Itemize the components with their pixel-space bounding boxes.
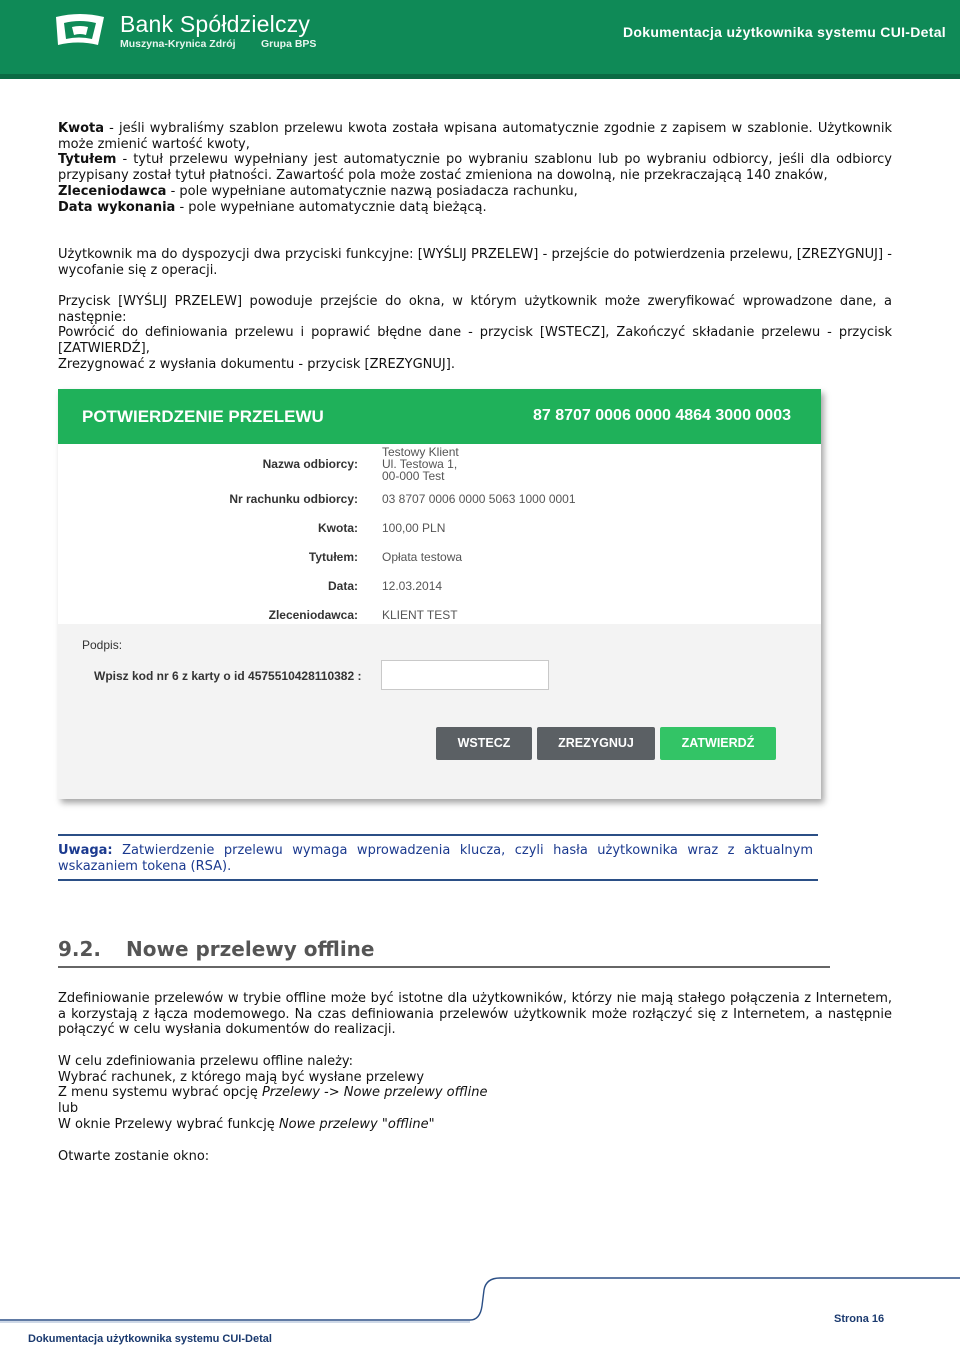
confirmation-header (58, 389, 821, 444)
send-description (58, 294, 892, 373)
kwota-text: - jeśli wybraliśmy szablon przelewu kwota została wpisana automatycznie zgodnie z zapisem w szablonie. Użytkownik może zmienić wartość kwoty, (58, 121, 892, 152)
amount-label: Kwota: (318, 521, 358, 535)
step-window-function-name: Nowe przelewy "offline" (278, 1116, 435, 1132)
recipient-line: Testowy Klient (382, 445, 459, 459)
recipient-account-value: 03 8707 0006 0000 5063 1000 0001 (382, 492, 576, 506)
step-menu-path: Przelewy -> Nowe przelewy offline (261, 1085, 488, 1101)
bank-name: Bank Spółdzielczy (120, 11, 311, 37)
recipient-line: 00-000 Test (382, 469, 445, 483)
buttons-intro (58, 247, 892, 278)
signature-label: Podpis: (82, 638, 123, 652)
footer-document-title: Dokumentacja użytkownika systemu CUI-Detal (28, 1333, 272, 1345)
kwota-description (58, 121, 892, 152)
section-outro-text: Otwarte zostanie okno: (58, 1149, 210, 1164)
note-top-rule (58, 834, 818, 836)
bank-logo-icon (52, 13, 108, 49)
document-title: Dokumentacja użytkownika systemu CUI-Detal (622, 24, 946, 40)
tytul-term: Tytułem (58, 152, 117, 168)
tytul-text: - tytuł przelewu wypełniany jest automatycznie po wybraniu szablonu lub po wybraniu odbiorcy, jeśli dla odbiorcy przypisany został tytuł płatności. Zawartość pola może zostać zmieniona na dowolną, nie przekraczającą 140 znaków, (58, 152, 892, 184)
header-divider (0, 74, 960, 79)
recipient-line: Ul. Testowa 1, (382, 457, 458, 471)
ordering-party-label: Zleceniodawca: (268, 608, 358, 622)
confirmation-title: POTWIERDZENIE PRZELEWU (82, 407, 324, 426)
title-value: Opłata testowa (382, 550, 463, 564)
account-number: 87 8707 0006 0000 4864 3000 0003 (532, 407, 791, 424)
date-label: Data: (327, 579, 358, 593)
tytul-description (58, 152, 892, 183)
step-or: lub (58, 1101, 79, 1117)
data-description (58, 200, 892, 216)
ordering-party-value: KLIENT TEST (382, 608, 458, 622)
footer-divider (0, 1276, 960, 1326)
transfer-confirmation-screenshot (58, 389, 821, 799)
cancel-button[interactable]: ZREZYGNUJ (537, 727, 655, 760)
step-window-prefix: W oknie Przelewy wybrać funkcję (58, 1116, 279, 1132)
section-heading (58, 937, 375, 961)
note-box (58, 843, 813, 875)
send-desc-line1: Przycisk [WYŚLIJ PRZELEW] powoduje przejście do okna, w którym użytkownik może zweryfikować wprowadzone dane, a następnie: (58, 294, 892, 325)
note-label: Uwaga: (58, 843, 113, 858)
date-value: 12.03.2014 (382, 579, 443, 593)
confirmation-details (58, 444, 821, 624)
recipient-name-label: Nazwa odbiorcy: (262, 457, 358, 471)
section-rule (58, 966, 830, 968)
section-steps (58, 1054, 892, 1133)
step-menu-prefix: Z menu systemu wybrać opcję (58, 1085, 262, 1101)
section-title: Nowe przelewy offline (126, 937, 375, 961)
step-select-account: Wybrać rachunek, z którego mają być wysłane przelewy (58, 1069, 425, 1085)
back-button[interactable]: WSTECZ (436, 727, 532, 760)
amount-value: 100,00 PLN (382, 521, 446, 535)
step-menu-option (58, 1085, 892, 1101)
data-text: - pole wypełniane automatycznie datą bieżącą. (175, 199, 487, 215)
section-intro (58, 991, 892, 1038)
page-number: Strona 16 (834, 1313, 885, 1325)
recipient-account-label: Nr rachunku odbiorcy: (229, 492, 358, 506)
zleceniodawca-description (58, 184, 892, 200)
steps-intro: W celu zdefiniowania przelewu offline należy: (58, 1054, 354, 1069)
code-prompt-label: Wpisz kod nr 6 z karty o id 4575510428110382 : (94, 669, 362, 683)
confirm-button[interactable]: ZATWIERDŹ (660, 727, 776, 760)
section-outro (58, 1149, 892, 1165)
code-input[interactable] (381, 660, 549, 690)
section-number: 9.2. (58, 937, 102, 961)
zleceniodawca-text: - pole wypełniane automatycznie nazwą posiadacza rachunku, (166, 183, 578, 199)
data-term: Data wykonania (58, 199, 176, 215)
buttons-intro-text: Użytkownik ma do dyspozycji dwa przyciski funkcyjne: [WYŚLIJ PRZELEW] - przejście do potwierdzenia przelewu, [ZREZYGNUJ] - wycofanie się z operacji. (58, 247, 892, 278)
zleceniodawca-term: Zleceniodawca (58, 183, 167, 199)
recipient-name-value (382, 446, 459, 482)
page-header (0, 0, 960, 74)
step-window-function (58, 1117, 892, 1133)
bank-location: Muszyna-Krynica Zdrój (120, 38, 236, 50)
kwota-term: Kwota (58, 121, 105, 136)
note-bottom-rule (58, 879, 818, 881)
field-descriptions (58, 121, 892, 215)
bank-group: Grupa BPS (261, 38, 317, 50)
send-desc-line3: Zrezygnować z wysłania dokumentu - przycisk [ZREZYGNUJ]. (58, 356, 455, 372)
send-desc-line2: Powrócić do definiowania przelewu i poprawić błędne dane - przycisk [WSTECZ], Zakończyć składanie przelewu - przycisk [ZATWIERDŹ], (58, 325, 892, 357)
note-text: Zatwierdzenie przelewu wymaga wprowadzenia klucza, czyli hasła użytkownika wraz z aktualnym wskazaniem tokena (RSA). (58, 843, 813, 874)
title-label: Tytułem: (308, 550, 358, 564)
section-intro-text: Zdefiniowanie przelewów w trybie offline może być istotne dla użytkowników, którzy nie mają stałego połączenia z Internetem, a korzystają z łącza modemowego. Na czas definiowania przelewów użytkownik może rozłączyć się z Internetem, a następnie połączyć w celu wysłania dokumentów do realizacji. (58, 991, 892, 1038)
